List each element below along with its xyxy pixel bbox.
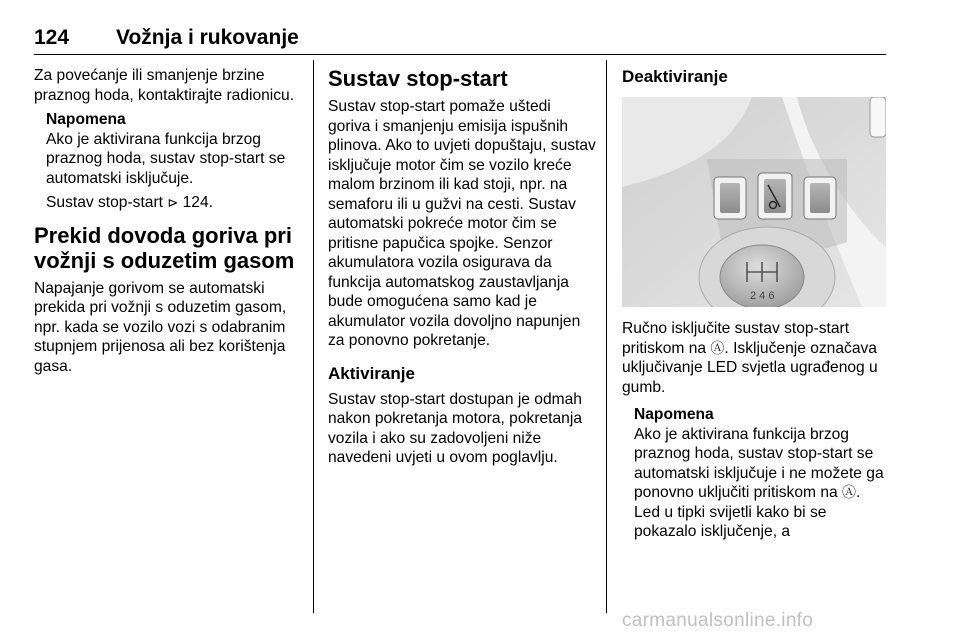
activation-paragraph: Sustav stop-start dostupan je odmah nakon pokretanja motora, pokretanja vozila i ako su zadovoljeni niže navedeni uvjeti u ovom poglavlju. <box>328 390 582 466</box>
note-text-start: Ako je aktivirana funkcija brzog praznog hoda, sustav stop-start se automatski isključuje i ne možete ga ponovno uključiti pritiskom na <box>634 425 884 501</box>
gear-shift-numbers: 2 4 6 <box>750 290 775 302</box>
note-text-deactivation <box>634 425 888 542</box>
page-header <box>34 26 886 55</box>
page-number: 124 <box>34 26 70 49</box>
subheading-deactivation: Deaktiviranje <box>622 67 728 86</box>
column-divider-left <box>313 60 314 613</box>
deactivation-paragraph <box>622 319 888 397</box>
watermark-text: carmanualsonline.info <box>622 610 814 631</box>
page-ref-arrow-icon: ⊳ <box>167 195 179 210</box>
deactivation-text-end: . Isključenje označava uključivanje LED svjetla ugrađenog u gumb. <box>622 339 878 396</box>
dashboard-illustration <box>622 97 886 307</box>
cross-reference <box>46 193 302 213</box>
note-title: Napomena <box>46 111 126 128</box>
column-right <box>622 66 888 542</box>
auto-stop-button-icon: Ⓐ <box>710 339 725 356</box>
note-text: Ako je aktivirana funkcija brzog praznog hoda, sustav stop-start se automatski isključuje. <box>46 130 286 187</box>
column-divider-right <box>606 60 607 613</box>
note-text-end: . Led u tipki svijetli kako bi se pokazalo isključenje, a <box>634 484 861 540</box>
fuel-cutoff-paragraph: Napajanje gorivom se automatski prekida pri vožnji s oduzetim gasom, npr. kada se vozilo vozi s odabranim stupnjem prijenosa ali bez korištenja gasa. <box>34 279 287 375</box>
section-heading-stop-start: Sustav stop-start <box>328 66 508 91</box>
note-box <box>34 110 302 213</box>
subheading-activation: Aktiviranje <box>328 363 415 383</box>
note-title-deactivation: Napomena <box>634 406 714 423</box>
column-left <box>34 66 302 376</box>
deactivation-text-start: Ručno isključite sustav stop-start pritiskom na <box>622 320 850 357</box>
column-middle <box>328 66 596 468</box>
chapter-title: Vožnja i rukovanje <box>116 26 299 49</box>
stop-start-paragraph: Sustav stop-start pomaže uštedi goriva i smanjenju emisija ispušnih plinova. Ako to uvjeti dopuštaju, sustav isključuje motor čim se vozilo kreće malom brzinom ili kad stoji, npr. na semaforu ili u gužvi na cesti. Sustav automatski pokreće motor čim se pritisne papučica spojke. Senzor akumulatora vozila osigurava da funkcija automatskog zaustavljanja bude omogućena samo kad je akumulator vozila dovoljno napunjen za ponovno pokretanje. <box>328 98 596 349</box>
intro-paragraph: Za povećanje ili smanjenje brzine praznog hoda, kontaktirajte radionicu. <box>34 67 295 104</box>
reference-text: Sustav stop-start <box>46 194 163 211</box>
section-heading-fuel-cutoff: Prekid dovoda goriva pri vožnji s oduzetim gasom <box>34 222 295 273</box>
auto-stop-button-icon-note: Ⓐ <box>842 484 857 500</box>
stop-start-button-illustration <box>622 97 886 307</box>
note-box-deactivation <box>622 405 888 542</box>
reference-page: 124. <box>182 194 213 211</box>
